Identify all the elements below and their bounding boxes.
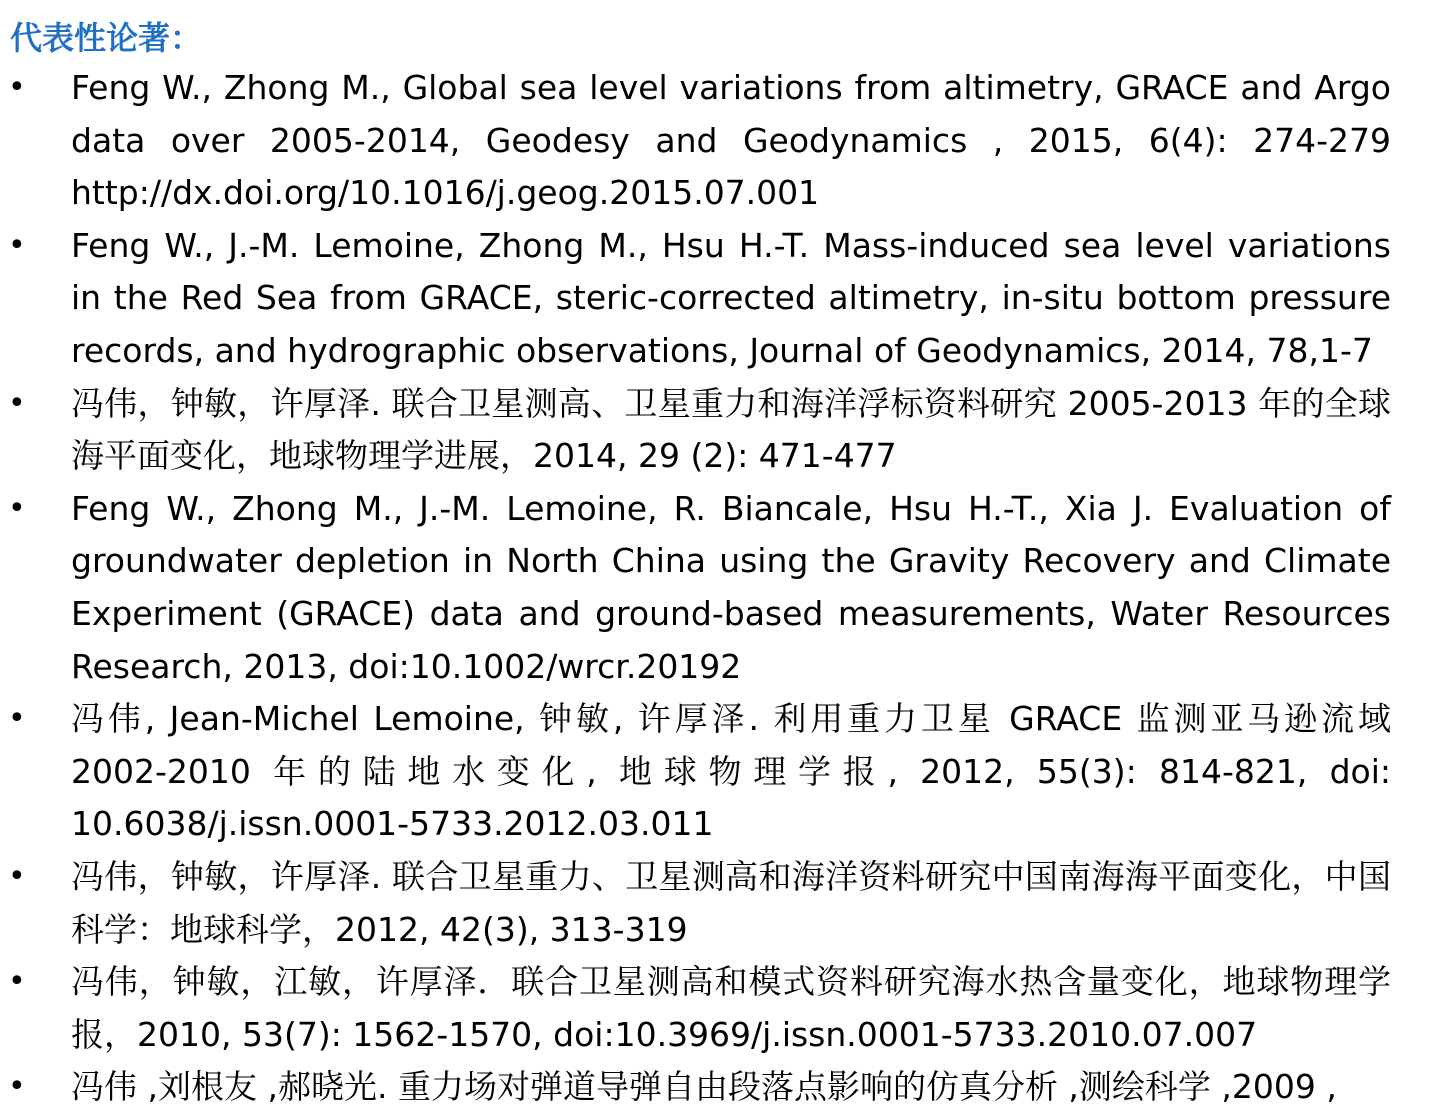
publication-text: Feng W., J.-M. Lemoine, Zhong M., Hsu H.-T. Mass-induced sea level variations in the Red Sea from GRACE, steric-corrected altimetry, in-situ bottom pressure records, and hydrographic observations, Journal of Geodynamics, 2014, 78,1-7 bbox=[71, 225, 1391, 370]
bullet-icon: • bbox=[8, 490, 26, 526]
publication-item bbox=[0, 693, 1391, 851]
bullet-icon: • bbox=[8, 858, 26, 894]
publication-text: 冯伟 ,刘根友 ,郝晓光. 重力场对弹道导弹自由段落点影响的仿真分析 ,测绘科学 ,2009 , bbox=[71, 1067, 1337, 1107]
section-heading: 代表性论著： bbox=[10, 19, 203, 57]
publication-item bbox=[0, 62, 1391, 220]
publication-text: 冯伟, Jean-Michel Lemoine, 钟敏, 许厚泽. 利用重力卫星 GRACE 监测亚马逊流域 2002-2010 年的陆地水变化, 地球物理学报, 2012, 55(3): 814-821, doi: 10.6038/j.issn.0001-5733.2012.03.011 bbox=[71, 699, 1391, 844]
publication-text: 冯伟，钟敏，许厚泽. 联合卫星测高、卫星重力和海洋浮标资料研究 2005-2013 年的全球海平面变化，地球物理学进展，2014, 29 (2): 471-477 bbox=[71, 383, 1391, 476]
bullet-icon: • bbox=[8, 964, 26, 1000]
publication-item bbox=[0, 483, 1391, 693]
bullet-icon: • bbox=[8, 385, 26, 421]
publication-item bbox=[0, 378, 1391, 483]
bullet-icon: • bbox=[8, 1069, 26, 1105]
publication-item bbox=[0, 956, 1391, 1061]
publication-text: 冯伟，钟敏，江敏，许厚泽．联合卫星测高和模式资料研究海水热含量变化，地球物理学报，2010, 53(7): 1562-1570, doi:10.3969/j.issn.0001-5733.2010.07.007 bbox=[71, 962, 1391, 1054]
publication-text: Feng W., Zhong M., Global sea level variations from altimetry, GRACE and Argo data over 2005-2014, Geodesy and Geodynamics , 2015, 6(4): 274-279 http://dx.doi.org/10.1016/j.geog.2015.07.001 bbox=[71, 68, 1391, 213]
bullet-icon: • bbox=[8, 70, 26, 105]
publication-item bbox=[0, 220, 1391, 378]
publication-item bbox=[0, 851, 1391, 956]
bullet-icon: • bbox=[8, 701, 26, 737]
publication-text: 冯伟，钟敏，许厚泽. 联合卫星重力、卫星测高和海洋资料研究中国南海海平面变化，中国科学：地球科学，2012, 42(3), 313-319 bbox=[71, 856, 1391, 949]
publication-text: Feng W., Zhong M., J.-M. Lemoine, R. Biancale, Hsu H.-T., Xia J. Evaluation of groundwater depletion in North China using the Gravity Recovery and Climate Experiment (GRACE) data and ground-based measurements, Water Resources Research, 2013, doi:10.1002/wrcr.20192 bbox=[71, 488, 1391, 686]
publication-item bbox=[0, 1061, 1391, 1114]
publication-list bbox=[0, 62, 1430, 1114]
bullet-icon: • bbox=[8, 227, 26, 263]
